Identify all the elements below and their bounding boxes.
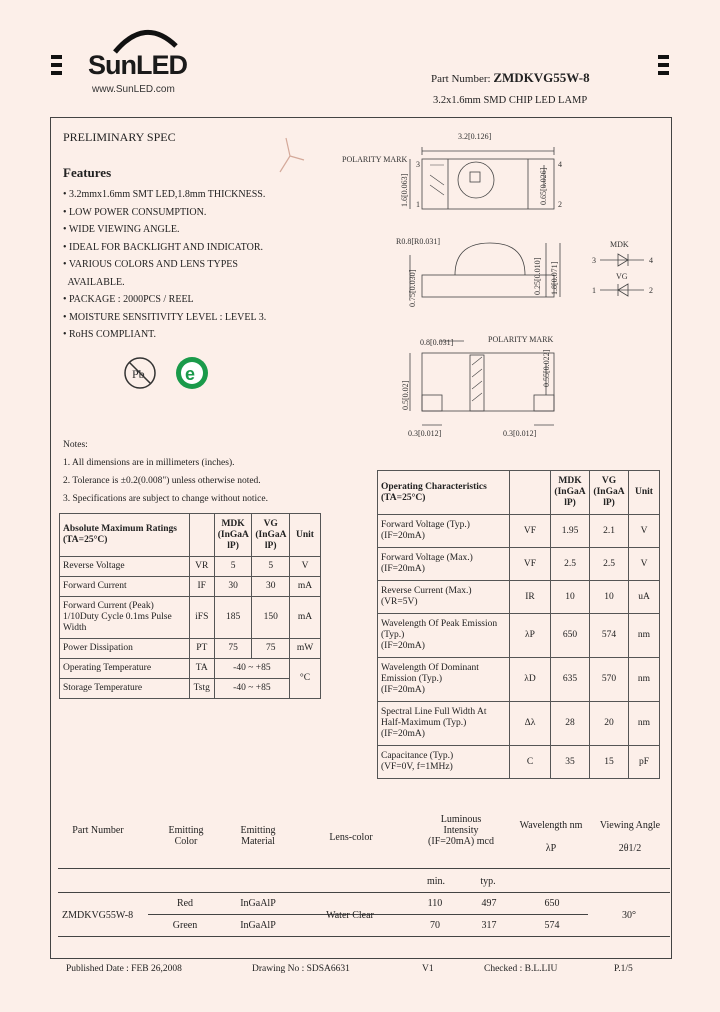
op-cell: nm — [629, 702, 660, 746]
op-cell: λP — [510, 614, 551, 658]
operating-characteristics-table — [377, 470, 660, 779]
product-subtitle: 3.2x1.6mm SMD CHIP LED LAMP — [433, 95, 588, 106]
schem-p3: 3 — [592, 256, 596, 265]
abs-cell: 75 — [214, 639, 252, 659]
pin-3: 3 — [416, 160, 420, 169]
features-heading: Features — [63, 165, 112, 180]
sel-r1-mat: InGaAlP — [240, 898, 276, 909]
op-cell: 10 — [590, 581, 629, 614]
sel-r2-typ: 317 — [481, 920, 497, 931]
footer-published: Published Date : FEB 26,2008 — [66, 964, 182, 974]
sel-r2-min: 70 — [430, 920, 440, 931]
feature-item: • VARIOUS COLORS AND LENS TYPES — [63, 259, 238, 270]
footer-page: P.1/5 — [614, 964, 633, 974]
sel-h-wl: Wavelength nm — [519, 820, 583, 831]
feature-item: AVAILABLE. — [63, 276, 125, 288]
abs-temp-op-val: -40 ~ +85 — [214, 659, 289, 679]
package-drawing — [342, 125, 665, 445]
sel-h-min: min. — [426, 876, 446, 887]
op-row — [378, 581, 660, 614]
op-cell: Δλ — [510, 702, 551, 746]
op-cell: 570 — [590, 658, 629, 702]
brand-logo: SunLED — [88, 50, 187, 80]
sel-h-typ: typ. — [480, 876, 496, 887]
abs-cell: 30 — [214, 577, 252, 597]
abs-temp-st-sym: Tstg — [189, 679, 214, 699]
sel-h-va-sym: 2θ1/2 — [618, 843, 642, 854]
sel-h-wl-sym: λP — [545, 843, 557, 854]
sel-h-va: Viewing Angle — [599, 820, 661, 831]
sel-divider-4 — [58, 936, 670, 937]
op-cell: VF — [510, 515, 551, 548]
corner-mark-left-2 — [51, 63, 62, 67]
feature-item: • MOISTURE SENSITIVITY LEVEL : LEVEL 3. — [63, 311, 267, 323]
abs-temp-st-val: -40 ~ +85 — [214, 679, 289, 699]
sel-r2-color: Green — [172, 920, 198, 931]
abs-temp-op-sym: TA — [189, 659, 214, 679]
abs-cell: 185 — [214, 597, 252, 639]
sel-r2-wl: 574 — [544, 920, 560, 931]
absolute-max-ratings-table — [59, 513, 321, 699]
op-cell: V — [629, 515, 660, 548]
pb-text: Pb — [132, 367, 145, 381]
sel-divider-2 — [58, 892, 670, 893]
abs-cell: V — [290, 557, 321, 577]
pb-free-icon — [122, 355, 158, 391]
feature-item: • IDEAL FOR BACKLIGHT AND INDICATOR. — [63, 241, 263, 253]
dim-right-2: 0.25[0.010] — [533, 257, 542, 295]
sel-angle: 30° — [622, 910, 636, 921]
op-cell: V — [629, 548, 660, 581]
feature-item: • 3.2mmx1.6mm SMT LED,1.8mm THICKNESS. — [63, 189, 266, 200]
note-1: 1. All dimensions are in millimeters (inches). — [63, 458, 235, 468]
op-row — [378, 515, 660, 548]
op-param-cell: Forward Voltage (Typ.) (IF=20mA) — [378, 515, 510, 548]
abs-temp-op: Operating Temperature — [60, 659, 190, 679]
op-row — [378, 658, 660, 702]
dim-top-3: 0.8[0.031] — [420, 338, 454, 347]
top-view — [410, 147, 554, 209]
abs-row — [60, 577, 321, 597]
abs-cell: 30 — [252, 577, 290, 597]
abs-cell: Forward Current (Peak) 1/10Duty Cycle 0.1ms Pulse Width — [60, 597, 190, 639]
op-cell: 635 — [551, 658, 590, 702]
feature-item: • RoHS COMPLIANT. — [63, 329, 157, 340]
rohs-e-text: e — [185, 364, 196, 384]
op-cell: 15 — [590, 746, 629, 779]
sel-r1-wl: 650 — [544, 898, 560, 909]
dim-right-1: 0.65[0.026] — [539, 167, 548, 205]
abs-cell: mW — [290, 639, 321, 659]
op-cell: nm — [629, 658, 660, 702]
sel-h-emit-color: Emitting Color — [168, 825, 204, 847]
brand-url[interactable]: www.SunLED.com — [92, 84, 175, 95]
part-number-label: Part Number: — [431, 73, 491, 85]
op-cell: 10 — [551, 581, 590, 614]
op-cell: λD — [510, 658, 551, 702]
features-list — [63, 186, 333, 344]
radius-label: R0.8[R0.031] — [396, 237, 440, 246]
op-param-cell: Wavelength Of Dominant Emission (Typ.) (IF=20mA) — [378, 658, 510, 702]
notes-block — [63, 436, 268, 508]
dim-right-3: 1.8[0.071] — [550, 261, 559, 295]
sel-h-lens: Lens-color — [329, 832, 373, 843]
footer-version: V1 — [422, 964, 434, 974]
part-number-value: ZMDKVG55W-8 — [493, 70, 590, 85]
feature-item: • WIDE VIEWING ANGLE. — [63, 224, 180, 235]
op-header-unit: Unit — [629, 471, 660, 515]
note-2: 2. Tolerance is ±0.2(0.008") unless otherwise noted. — [63, 476, 261, 486]
rohs-e-icon — [174, 355, 210, 391]
abs-row — [60, 557, 321, 577]
op-param-cell: Capacitance (Typ.) (VF=0V, f=1MHz) — [378, 746, 510, 779]
dim-bottom-left: 0.3[0.012] — [408, 429, 442, 438]
notes-heading: Notes: — [63, 440, 88, 450]
dim-left-2: 0.75[0.030] — [408, 269, 417, 307]
op-cell: uA — [629, 581, 660, 614]
schem-p2: 2 — [649, 286, 653, 295]
corner-mark-right-3 — [658, 71, 669, 75]
dim-bottom-right: 0.3[0.012] — [503, 429, 537, 438]
schem-vg: VG — [616, 272, 628, 281]
abs-temp-unit: °C — [290, 659, 321, 699]
sel-h-part: Part Number — [72, 825, 124, 836]
op-header-param: Operating Characteristics (TA=25°C) — [378, 471, 510, 515]
op-row — [378, 614, 660, 658]
feature-item: • PACKAGE : 2000PCS / REEL — [63, 294, 194, 305]
schem-p4: 4 — [649, 256, 653, 265]
corner-mark-top-left — [51, 55, 62, 59]
abs-cell: Power Dissipation — [60, 639, 190, 659]
abs-cell: 5 — [252, 557, 290, 577]
op-row — [378, 746, 660, 779]
pin-4: 4 — [558, 160, 562, 169]
abs-header-param: Absolute Maximum Ratings (TA=25°C) — [60, 514, 190, 557]
op-cell: 650 — [551, 614, 590, 658]
sel-h-emit-mat: Emitting Material — [240, 825, 276, 847]
op-param-cell: Spectral Line Full Width At Half-Maximum (Typ.) (IF=20mA) — [378, 702, 510, 746]
op-cell: IR — [510, 581, 551, 614]
abs-temp-st: Storage Temperature — [60, 679, 190, 699]
dim-right-4: 0.55[0.022] — [542, 349, 551, 387]
abs-row — [60, 597, 321, 639]
corner-mark-right-2 — [658, 63, 669, 67]
bottom-view — [410, 341, 554, 425]
op-cell: 2.5 — [590, 548, 629, 581]
abs-header-mdk: MDK (InGaA lP) — [214, 514, 252, 557]
footer-checked: Checked : B.L.LIU — [484, 964, 558, 974]
op-cell: 35 — [551, 746, 590, 779]
abs-cell: PT — [189, 639, 214, 659]
sel-divider-1 — [58, 868, 670, 869]
sel-r2-mat: InGaAlP — [240, 920, 276, 931]
corner-mark-left-3 — [51, 71, 62, 75]
abs-cell: 5 — [214, 557, 252, 577]
op-param-cell: Forward Voltage (Max.) (IF=20mA) — [378, 548, 510, 581]
abs-cell: iFS — [189, 597, 214, 639]
triangle-mark-icon — [276, 136, 306, 176]
schem-mdk: MDK — [610, 240, 629, 249]
feature-item: • LOW POWER CONSUMPTION. — [63, 206, 207, 218]
preliminary-spec-title: PRELIMINARY SPEC — [63, 130, 176, 144]
abs-cell: IF — [189, 577, 214, 597]
abs-cell: 75 — [252, 639, 290, 659]
dim-left-3: 0.5[0.02] — [401, 380, 410, 410]
op-cell: 1.95 — [551, 515, 590, 548]
part-number-line — [431, 70, 590, 86]
op-row — [378, 702, 660, 746]
abs-header-vg: VG (InGaA lP) — [252, 514, 290, 557]
op-cell: 2.1 — [590, 515, 629, 548]
sel-r1-min: 110 — [427, 898, 443, 909]
op-cell: VF — [510, 548, 551, 581]
polarity-mark-2: POLARITY MARK — [488, 335, 554, 344]
op-cell: nm — [629, 614, 660, 658]
abs-cell: 150 — [252, 597, 290, 639]
footer-drawing-no: Drawing No : SDSA6631 — [252, 964, 350, 974]
sel-part-number: ZMDKVG55W-8 — [62, 910, 134, 921]
abs-cell: VR — [189, 557, 214, 577]
op-header-mdk: MDK (InGaA lP) — [551, 471, 590, 515]
polarity-mark-1: POLARITY MARK — [342, 155, 408, 164]
op-param-cell: Reverse Current (Max.) (VR=5V) — [378, 581, 510, 614]
corner-mark-top-right — [658, 55, 669, 59]
op-cell: C — [510, 746, 551, 779]
op-cell: 2.5 — [551, 548, 590, 581]
op-row — [378, 548, 660, 581]
abs-row — [60, 639, 321, 659]
abs-cell: mA — [290, 597, 321, 639]
abs-header-unit: Unit — [290, 514, 321, 557]
sel-r1-color: Red — [176, 898, 194, 909]
pin-2: 2 — [558, 200, 562, 209]
dim-left-1: 1.6[0.063] — [400, 173, 409, 207]
note-3: 3. Specifications are subject to change without notice. — [63, 494, 268, 504]
abs-cell: Forward Current — [60, 577, 190, 597]
op-cell: 28 — [551, 702, 590, 746]
op-param-cell: Wavelength Of Peak Emission (Typ.) (IF=20mA) — [378, 614, 510, 658]
op-cell: 574 — [590, 614, 629, 658]
dim-top: 3.2[0.126] — [458, 132, 492, 141]
abs-cell: mA — [290, 577, 321, 597]
op-cell: 20 — [590, 702, 629, 746]
op-header-vg: VG (InGaA lP) — [590, 471, 629, 515]
sel-r1-typ: 497 — [481, 898, 497, 909]
selection-guide — [58, 810, 670, 950]
op-cell: pF — [629, 746, 660, 779]
abs-cell: Reverse Voltage — [60, 557, 190, 577]
sel-lens: Water Clear — [326, 910, 374, 921]
schem-p1: 1 — [592, 286, 596, 295]
pin-1: 1 — [416, 200, 420, 209]
sel-h-lum: Luminous Intensity (IF=20mA) mcd — [428, 814, 494, 847]
